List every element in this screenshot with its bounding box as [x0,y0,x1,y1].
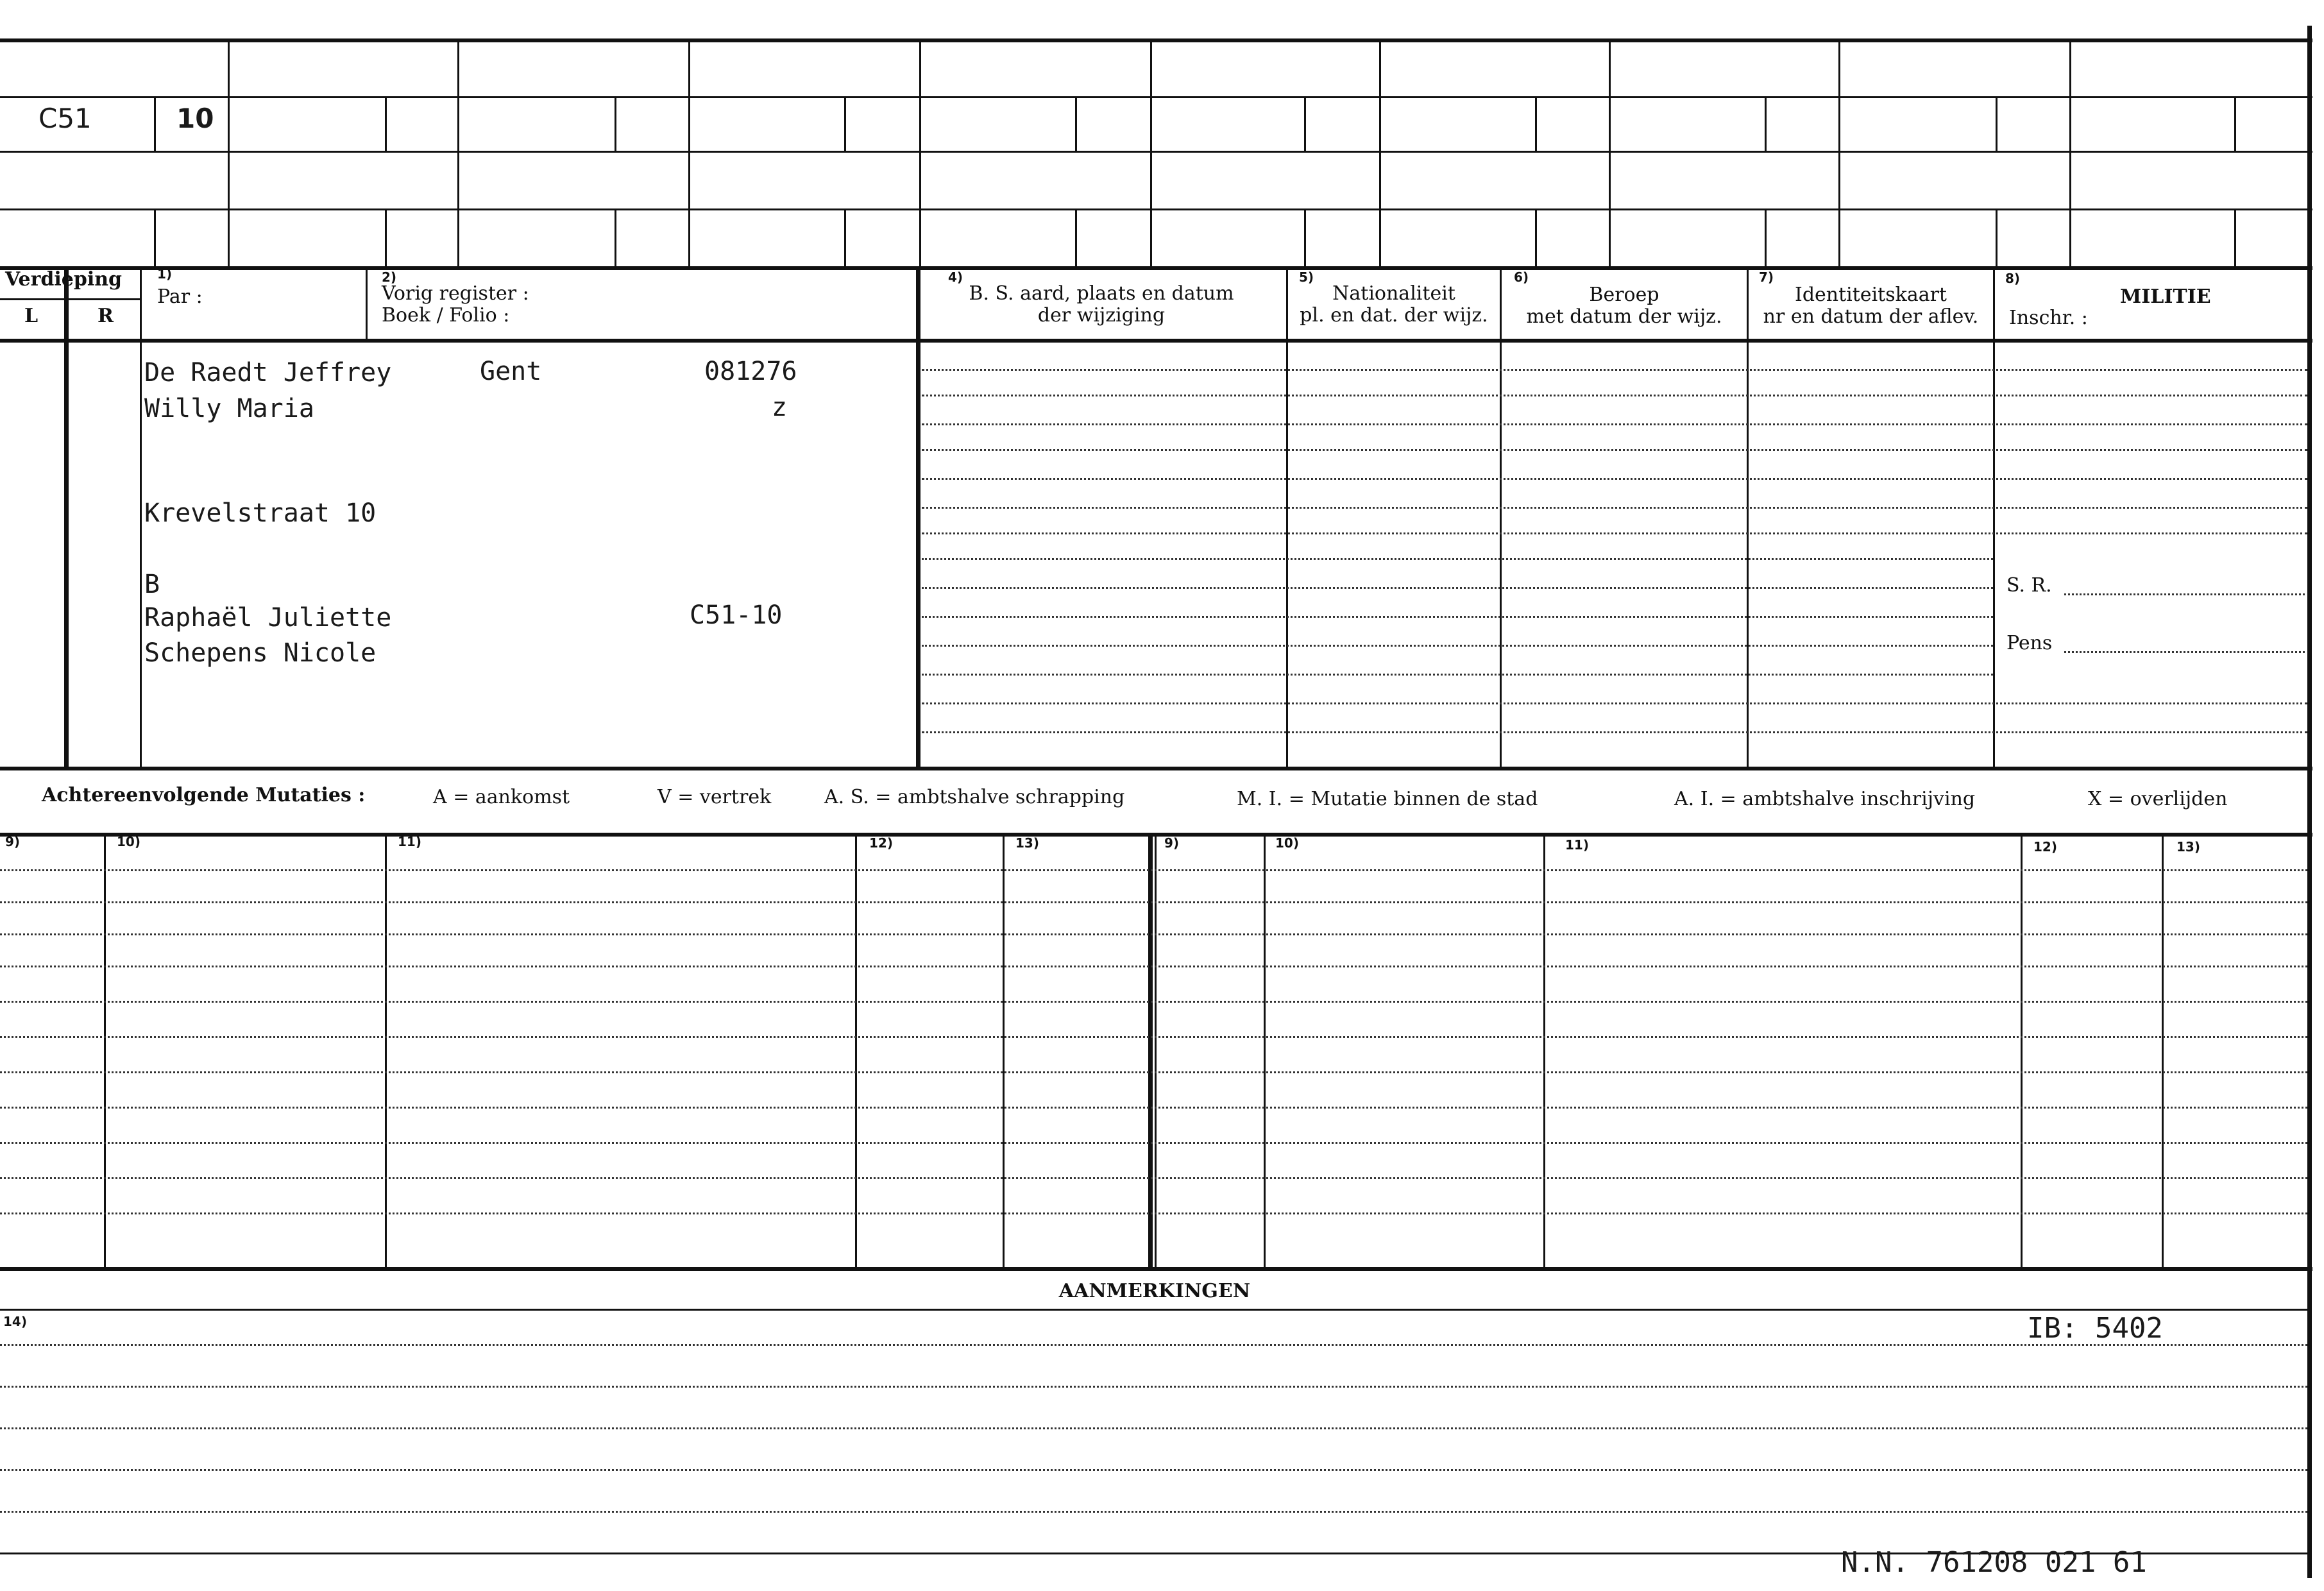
legend-vertrek: V = vertrek [657,786,772,808]
birth-place: Gent [480,357,542,386]
grid-line [1838,38,1840,268]
grid-line [0,96,2312,98]
ruled-line [922,674,1993,676]
ruled-line [0,1107,2307,1109]
grid-line [104,833,106,1267]
right-label: R [98,305,114,327]
legend-overlijden: X = overlijden [2088,788,2228,810]
sr-label: S. R. [2006,574,2052,597]
col-number: 14) [3,1314,27,1329]
grid-line [916,266,920,767]
grid-line [1543,833,1545,1267]
ruled-line [0,1344,2307,1346]
ruled-line [0,1212,2307,1214]
identiteitskaart-label-1: Identiteitskaart [1795,284,1947,306]
grid-line [0,208,2312,210]
nationaliteit-label-1: Nationaliteit [1332,282,1455,305]
pens-label: Pens [2006,632,2053,654]
ruled-line [0,966,2307,967]
col-number: 12) [2033,839,2057,855]
ruled-line [0,869,2307,871]
grid-line [366,266,368,339]
grid-line [1996,208,1997,266]
grid-line [2234,208,2236,266]
category-letter: B [144,570,160,599]
grid-line [385,833,387,1267]
grid-line [140,266,142,767]
grid-line [1379,38,1381,268]
grid-line [2021,833,2023,1267]
col-number: 1) [157,266,173,282]
col-number: 12) [869,835,893,851]
legend-aankomst: A = aankomst [433,786,570,808]
grid-line [2234,96,2236,151]
col-number: 13) [2176,839,2200,855]
mutation-table-bottom [0,1267,2312,1271]
ruled-line [0,1177,2307,1179]
col-number: 8) [2005,271,2021,286]
grid-line [64,266,69,767]
grid-line [1075,208,1077,266]
inschr-label: Inschr. : [2009,307,2088,329]
bs-label-2: der wijziging [1037,304,1166,327]
col-number: 11) [1565,837,1589,853]
grid-line [1304,208,1306,266]
grid-line [1148,833,1153,1267]
boek-folio-label: Boek / Folio : [382,304,510,327]
ruled-line [0,1511,2307,1513]
nationaliteit-label-2: pl. en dat. der wijz. [1300,304,1488,327]
grid-line [1996,96,1997,151]
house-number: 10 [176,103,214,134]
grid-line [1993,266,1995,767]
grid-line [228,38,230,268]
col-number: 2) [382,269,397,285]
block-code: C51 [38,103,92,134]
grid-line [154,208,156,266]
ruled-line [922,558,1993,560]
grid-line [844,208,846,266]
col-number: 7) [1759,269,1774,285]
left-label: L [24,305,38,327]
header-bottom [0,339,2312,343]
address: Krevelstraat 10 [144,498,377,528]
grid-line [1264,833,1266,1267]
grid-line [154,96,156,151]
col-number: 10) [1275,835,1299,851]
grid-line [855,833,857,1267]
ruled-line [0,1036,2307,1038]
grid-line [1535,208,1537,266]
parent-2: Schepens Nicole [144,638,377,668]
entry-bottom [0,767,2312,770]
grid-line [1075,96,1077,151]
par-label: Par : [157,285,203,308]
grid-line [615,208,616,266]
grid-line [844,96,846,151]
ruled-line [922,478,2307,480]
grid-line [1747,266,1749,767]
grid-line [1500,266,1502,767]
grid-line [919,38,921,268]
ib-number: IB: 5402 [2027,1312,2163,1345]
ruled-line [0,1386,2307,1388]
col-number: 5) [1299,269,1314,285]
militie-label: MILITIE [2120,285,2211,308]
col-number: 11) [398,834,421,849]
grid-line [0,298,141,300]
mutaties-title: Achtereenvolgende Mutaties : [42,784,366,806]
remarks-title: AANMERKINGEN [1058,1280,1251,1302]
grid-line [0,151,2312,153]
ruled-line [922,587,1993,589]
ruled-line [0,933,2307,935]
beroep-label-2: met datum der wijz. [1526,305,1722,328]
pens-field [2064,651,2305,653]
name-line-2: Willy Maria [144,394,314,423]
ruled-line [922,731,2307,733]
ruled-line [922,395,2307,396]
parent-1: Raphaël Juliette [144,603,392,633]
top-border [0,38,2312,42]
grid-line [0,266,2312,270]
grid-line [1150,38,1152,268]
grid-line [1003,833,1005,1267]
ruled-line [922,449,2307,451]
ruled-line [0,901,2307,903]
grid-line [385,208,387,266]
grid-line [2069,38,2071,268]
identiteitskaart-label-2: nr en datum der aflev. [1763,305,1979,328]
birth-date: 081276 [704,357,797,386]
ruled-line [0,1071,2307,1073]
sex-code: z [772,393,788,422]
sr-field [2064,593,2305,595]
grid-line [1609,38,1611,268]
right-border [2307,26,2312,1578]
ruled-line [0,1427,2307,1429]
legend-inschrijving: A. I. = ambtshalve inschrijving [1674,788,1976,810]
ruled-line [922,423,2307,425]
col-number: 6) [1514,269,1529,285]
name-line-1: De Raedt Jeffrey [144,358,392,387]
ruled-line [922,645,1993,647]
ruled-line [922,507,2307,509]
grid-line [1765,208,1767,266]
col-number: 9) [1164,835,1180,851]
grid-line [1286,266,1288,767]
ruled-line [0,1142,2307,1144]
legend-mutatie-stad: M. I. = Mutatie binnen de stad [1237,788,1538,810]
col-number: 4) [948,269,963,285]
grid-line [457,38,459,268]
grid-line [1535,96,1537,151]
grid-line [2162,833,2164,1267]
ruled-line [0,1001,2307,1003]
ruled-line [922,369,2307,371]
reference-code: C51-10 [690,600,783,630]
bs-label-1: B. S. aard, plaats en datum [969,282,1234,305]
grid-line [1765,96,1767,151]
ruled-line [922,532,2307,534]
grid-line [615,96,616,151]
beroep-label-1: Beroep [1589,284,1659,306]
ruled-line [922,616,1993,618]
col-number: 13) [1015,835,1039,851]
legend-schrapping: A. S. = ambtshalve schrapping [824,786,1125,808]
grid-line [688,38,690,268]
verdieping-label: Verdieping [5,268,123,291]
national-number: N.N. 761208 021 61 [1841,1546,2147,1579]
grid-line [0,1309,2307,1311]
ruled-line [0,1469,2307,1471]
ruled-line [922,702,2307,704]
vorig-register-label: Vorig register : [382,282,529,305]
grid-line [385,96,387,151]
col-number: 9) [5,834,21,849]
grid-line [1155,833,1157,1267]
col-number: 10) [117,834,140,849]
ruled-line [1998,767,1999,769]
grid-line [1304,96,1306,151]
